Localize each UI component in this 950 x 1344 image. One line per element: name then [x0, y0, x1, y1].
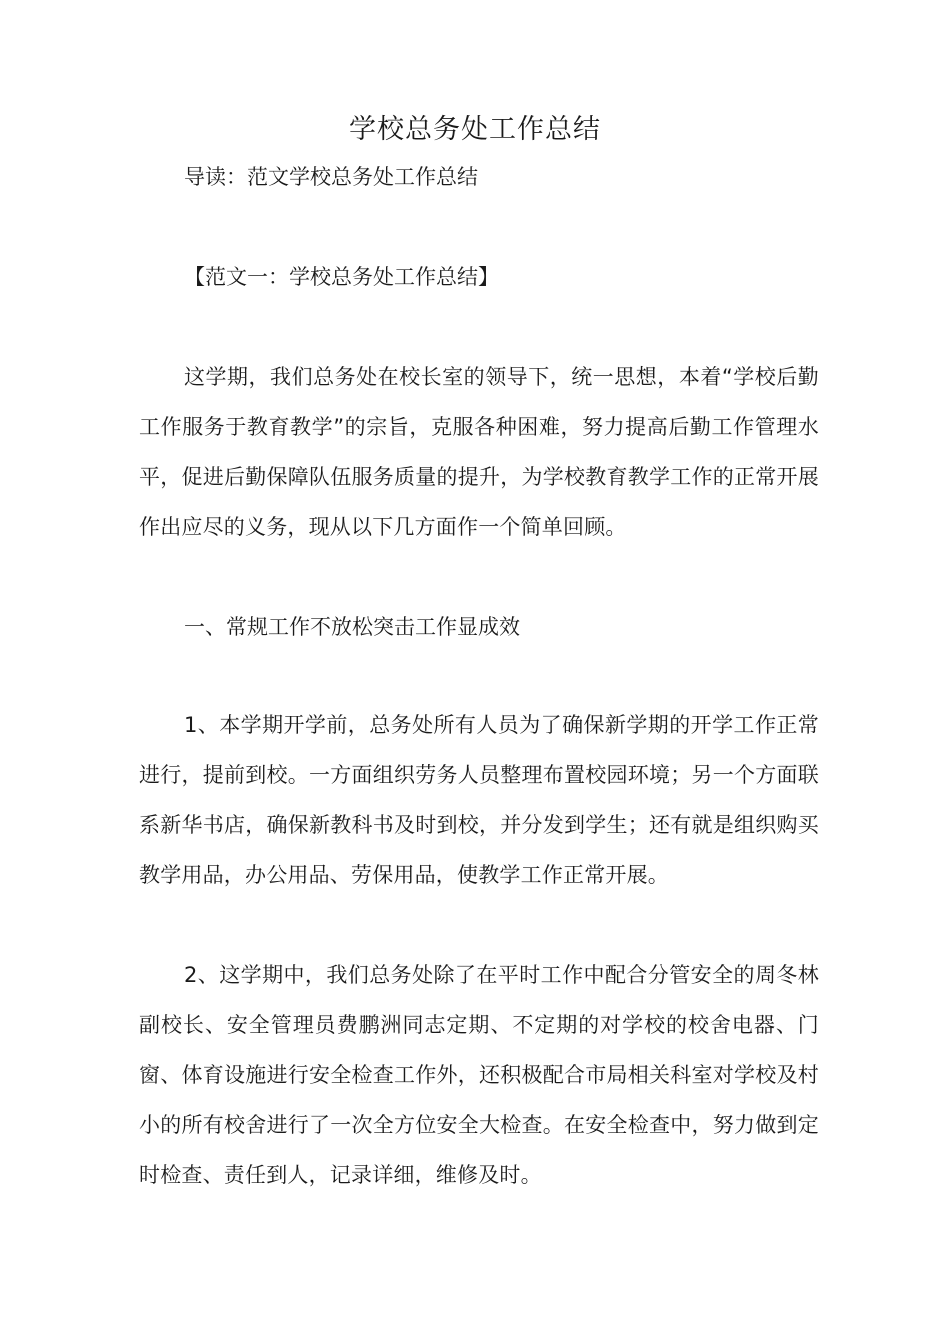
item2-paragraph: 2、这学期中，我们总务处除了在平时工作中配合分管安全的周冬林副校长、安全管理员费鹏洲同志定期、不定期的对学校的校舍电器、门窗、体育设施进行安全检查工作外，还积极配合市局相关科室对学校及村小的所有校舍进行了一次全方位安全大检查。在安全检查中，努力做到定时检查、责任到人，记录详细，维修及时。 — [139, 963, 819, 1187]
part1-heading: 一、常规工作不放松突击工作显成效 — [184, 615, 520, 639]
item1-paragraph: 1、本学期开学前，总务处所有人员为了确保新学期的开学工作正常进行，提前到校。一方面组织劳务人员整理布置校园环境；另一个方面联系新华书店，确保新教科书及时到校，并分发到学生；还有就是组织购买教学用品，办公用品、劳保用品，使教学工作正常开展。 — [139, 713, 819, 887]
document-title: 学校总务处工作总结 — [349, 114, 601, 145]
lead-line: 导读：范文学校总务处工作总结 — [184, 165, 478, 189]
section-heading: 【范文一：学校总务处工作总结】 — [184, 265, 499, 289]
intro-paragraph: 这学期，我们总务处在校长室的领导下，统一思想，本着“学校后勤工作服务于教育教学”的宗旨，克服各种困难，努力提高后勤工作管理水平，促进后勤保障队伍服务质量的提升，为学校教育教学工作的正常开展作出应尽的义务，现从以下几方面作一个简单回顾。 — [139, 365, 819, 539]
